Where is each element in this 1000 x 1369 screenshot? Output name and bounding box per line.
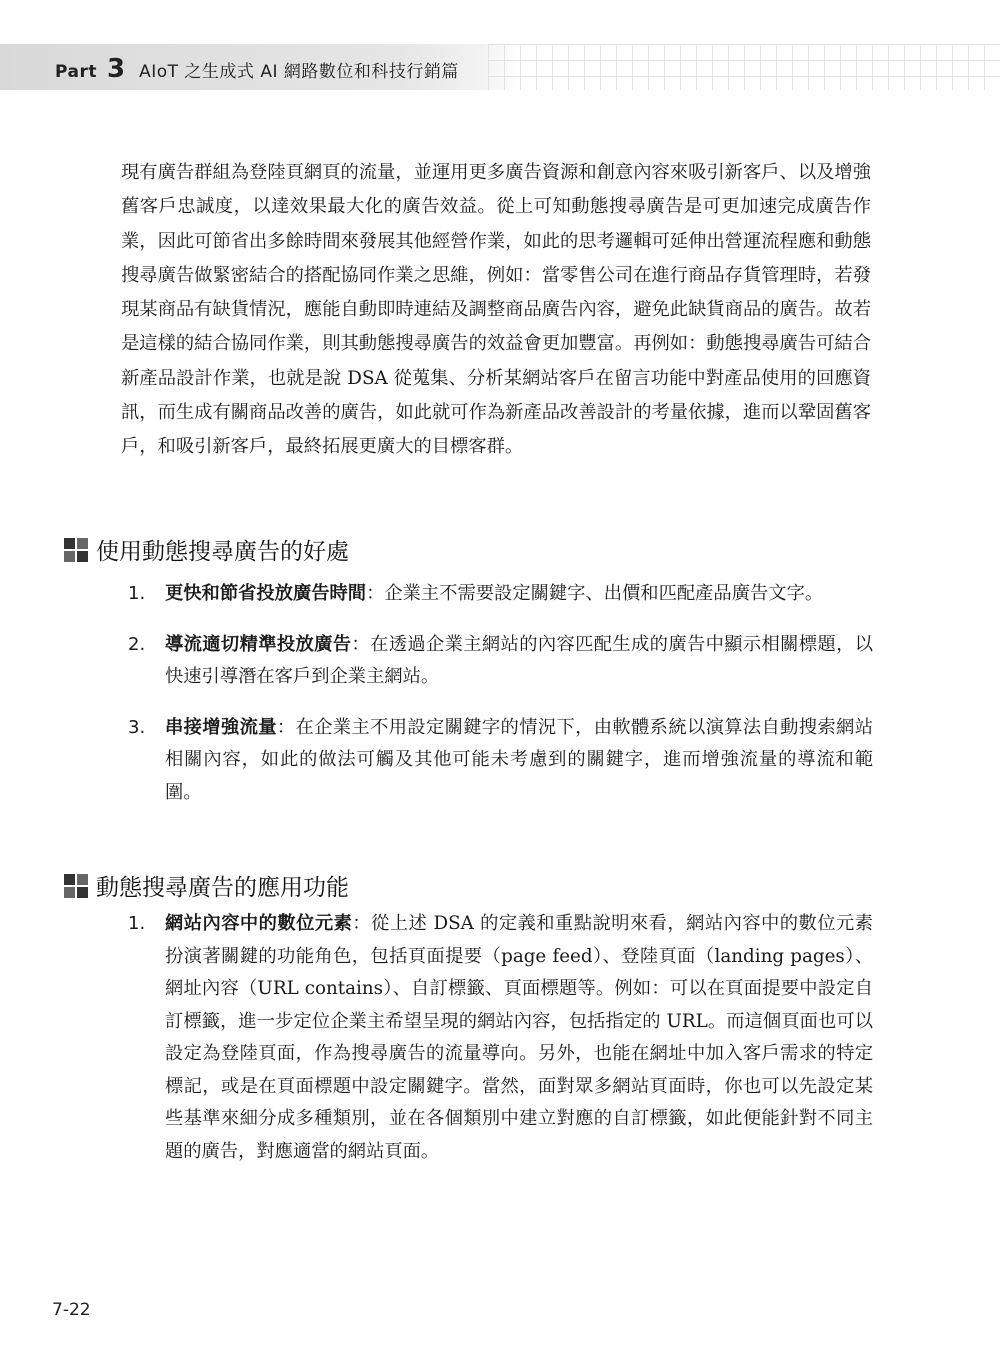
item-body	[165, 908, 873, 1168]
item-number: 1.	[128, 913, 146, 934]
item-body	[165, 712, 873, 810]
part-number: 3	[107, 54, 126, 84]
list-item	[128, 578, 873, 611]
running-header	[55, 54, 459, 84]
item-term: 串接增強流量	[165, 716, 277, 738]
part-label: Part	[55, 62, 97, 82]
item-description: ：從上述 DSA 的定義和重點說明來看，網站內容中的數位元素扮演著關鍵的功能角色，包括頁面提要（page feed）、登陸頁面（landing pages）、網址內容（URL contains）、自訂標籤、頁面標題等。例如：可以在頁面提要中設定自訂標籤，進一步定位企業主希望呈現的網站內容，包括指定的 URL。而這個頁面也可以設定為登陸頁面，作為搜尋廣告的流量導向。另外，也能在網址中加入客戶需求的特定標記，或是在頁面標題中設定關鍵字。當然，面對眾多網站頁面時，你也可以先設定某些基準來細分成多種類別，並在各個類別中建立對應的自訂標籤，如此便能針對不同主題的廣告，對應適當的網站頁面。	[165, 913, 873, 1162]
item-term: 網站內容中的數位元素	[165, 913, 353, 934]
item-description: ：在透過企業主網站的內容匹配生成的廣告中顯示相關標題，以快速引導潛在客戶到企業主網站。	[165, 633, 874, 687]
part-title: AIoT 之生成式 AI 網路數位和科技行銷篇	[139, 62, 459, 82]
intro-paragraph: 現有廣告群組為登陸頁網頁的流量，並運用更多廣告資源和創意內容來吸引新客戶、以及增強舊客戶忠誠度，以達效果最大化的廣告效益。從上可知動態搜尋廣告是可更加速完成廣告作業，因此可節省出多餘時間來發展其他經營作業，如此的思考邏輯可延伸出營運流程應和動態搜尋廣告做緊密結合的搭配協同作業之思維，例如：當零售公司在進行商品存貨管理時，若發現某商品有缺貨情況，應能自動即時連結及調整商品廣告內容，避免此缺貨商品的廣告。故若是這樣的結合協同作業，則其動態搜尋廣告的效益會更加豐富。再例如：動態搜尋廣告可結合新產品設計作業，也就是說 DSA 從蒐集、分析某網站客戶在留言功能中對產品使用的回應資訊，而生成有關商品改善的廣告，如此就可作為新產品改善設計的考量依據，進而以鞏固舊客戶，和吸引新客戶，最終拓展更廣大的目標客群。	[121, 162, 871, 458]
list-item	[128, 629, 873, 694]
header-grid-decoration	[488, 44, 1000, 90]
item-description: ：在企業主不用設定關鍵字的情況下，由軟體系統以演算法自動搜索網站相關內容，如此的做法可觸及其他可能未考慮到的關鍵字，進而增強流量的導流和範圍。	[165, 716, 874, 803]
applications-list	[128, 908, 873, 1186]
item-number: 1.	[128, 583, 146, 604]
item-description: ：企業主不需要設定關鍵字、出價和匹配產品廣告文字。	[366, 583, 824, 604]
item-body	[165, 629, 873, 694]
section-heading-text: 使用動態搜尋廣告的好處	[96, 539, 349, 565]
section-heading-applications	[64, 869, 349, 902]
benefits-list	[128, 578, 873, 827]
section-bullet-icon	[64, 874, 88, 898]
item-term: 更快和節省投放廣告時間	[165, 583, 367, 604]
section-heading-benefits	[64, 533, 349, 566]
section-bullet-icon	[64, 538, 88, 562]
list-item	[128, 712, 873, 810]
item-term: 導流適切精準投放廣告	[165, 633, 352, 655]
section-heading-text: 動態搜尋廣告的應用功能	[96, 875, 349, 901]
item-number: 2.	[128, 633, 146, 655]
list-item	[128, 908, 873, 1168]
item-body	[165, 578, 873, 611]
item-number: 3.	[128, 716, 146, 738]
page-number: 7-22	[52, 1300, 91, 1320]
